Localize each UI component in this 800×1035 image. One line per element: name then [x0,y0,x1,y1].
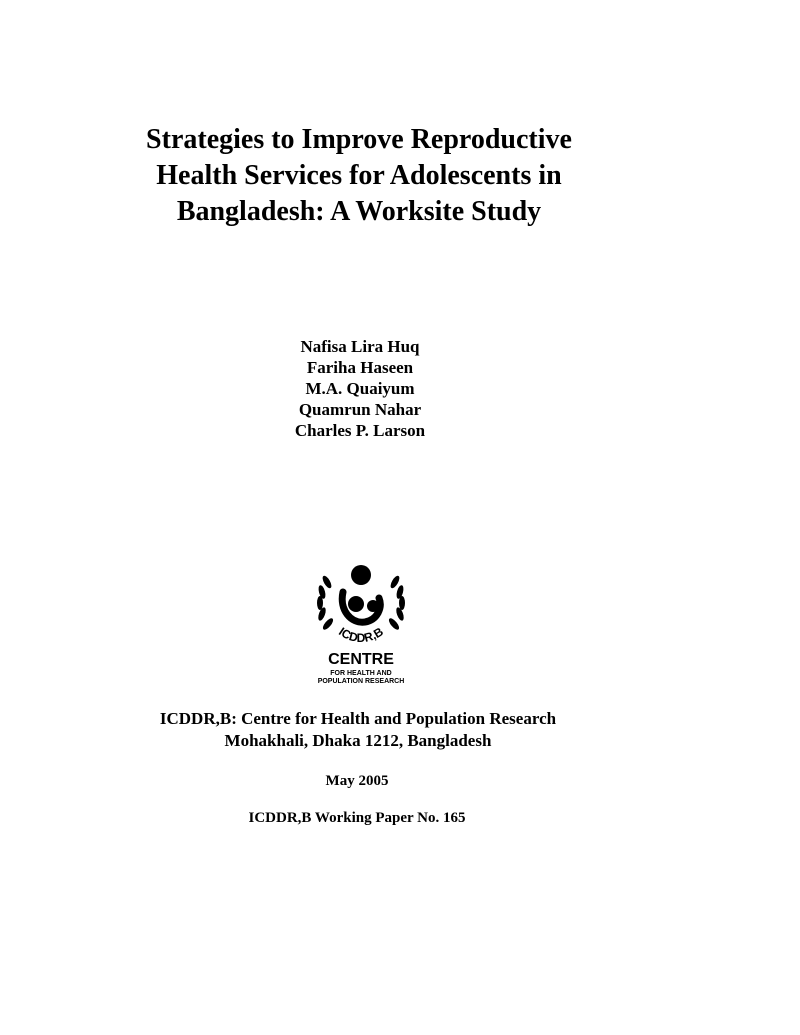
title-line: Health Services for Adolescents in [156,160,562,191]
institution-address [100,708,616,752]
document-title [100,122,618,230]
logo-subtitle-line: FOR HEALTH AND [330,670,392,677]
institution-line: Mohakhali, Dhaka 1212, Bangladesh [224,731,492,750]
author-name: M.A. Quaiyum [305,379,415,398]
logo-subtitle [303,670,419,686]
logo-ring-text: ICDDR,B [336,624,386,645]
title-line: Bangladesh: A Worksite Study [176,196,542,227]
author-name: Charles P. Larson [294,421,426,440]
icddrb-emblem-icon [303,562,419,652]
logo-subtitle-line: POPULATION RESEARCH [317,678,405,685]
institution-line: ICDDR,B: Centre for Health and Population Research [159,709,557,728]
title-line: Strategies to Improve Reproductive [146,124,572,155]
author-list [200,336,520,441]
working-paper-number: ICDDR,B Working Paper No. 165 [248,810,466,826]
author-name: Quamrun Nahar [298,400,422,419]
icddrb-logo [303,562,419,690]
author-name: Fariha Haseen [306,358,414,377]
publication-date: May 2005 [325,773,389,789]
author-name: Nafisa Lira Huq [300,337,420,356]
logo-centre-text: CENTRE [328,651,394,668]
